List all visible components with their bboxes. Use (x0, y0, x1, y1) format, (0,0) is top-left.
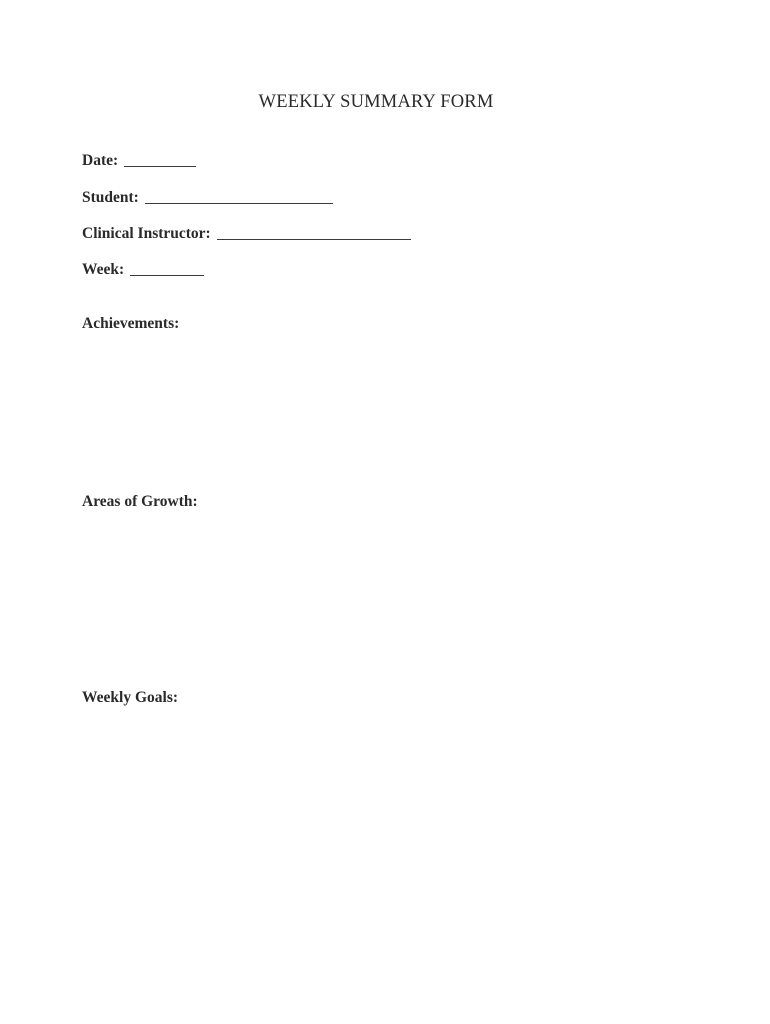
achievements-heading: Achievements: (82, 315, 180, 332)
date-field (82, 152, 196, 170)
week-blank-line[interactable] (130, 274, 204, 276)
areas-of-growth-heading: Areas of Growth: (82, 493, 198, 510)
date-label: Date: (82, 152, 119, 169)
weekly-goals-writing-area[interactable] (82, 714, 692, 974)
student-label: Student: (82, 189, 139, 206)
student-field (82, 189, 333, 207)
areas-of-growth-writing-area[interactable] (82, 518, 692, 678)
clinical-instructor-label: Clinical Instructor: (82, 225, 211, 242)
form-title: WEEKLY SUMMARY FORM (258, 92, 494, 112)
clinical-instructor-blank-line[interactable] (217, 238, 411, 240)
date-blank-line[interactable] (124, 165, 196, 167)
week-field (82, 261, 204, 279)
weekly-goals-heading: Weekly Goals: (82, 689, 179, 706)
clinical-instructor-field (82, 225, 411, 243)
student-blank-line[interactable] (145, 202, 333, 204)
week-label: Week: (82, 261, 125, 278)
achievements-writing-area[interactable] (82, 340, 692, 485)
